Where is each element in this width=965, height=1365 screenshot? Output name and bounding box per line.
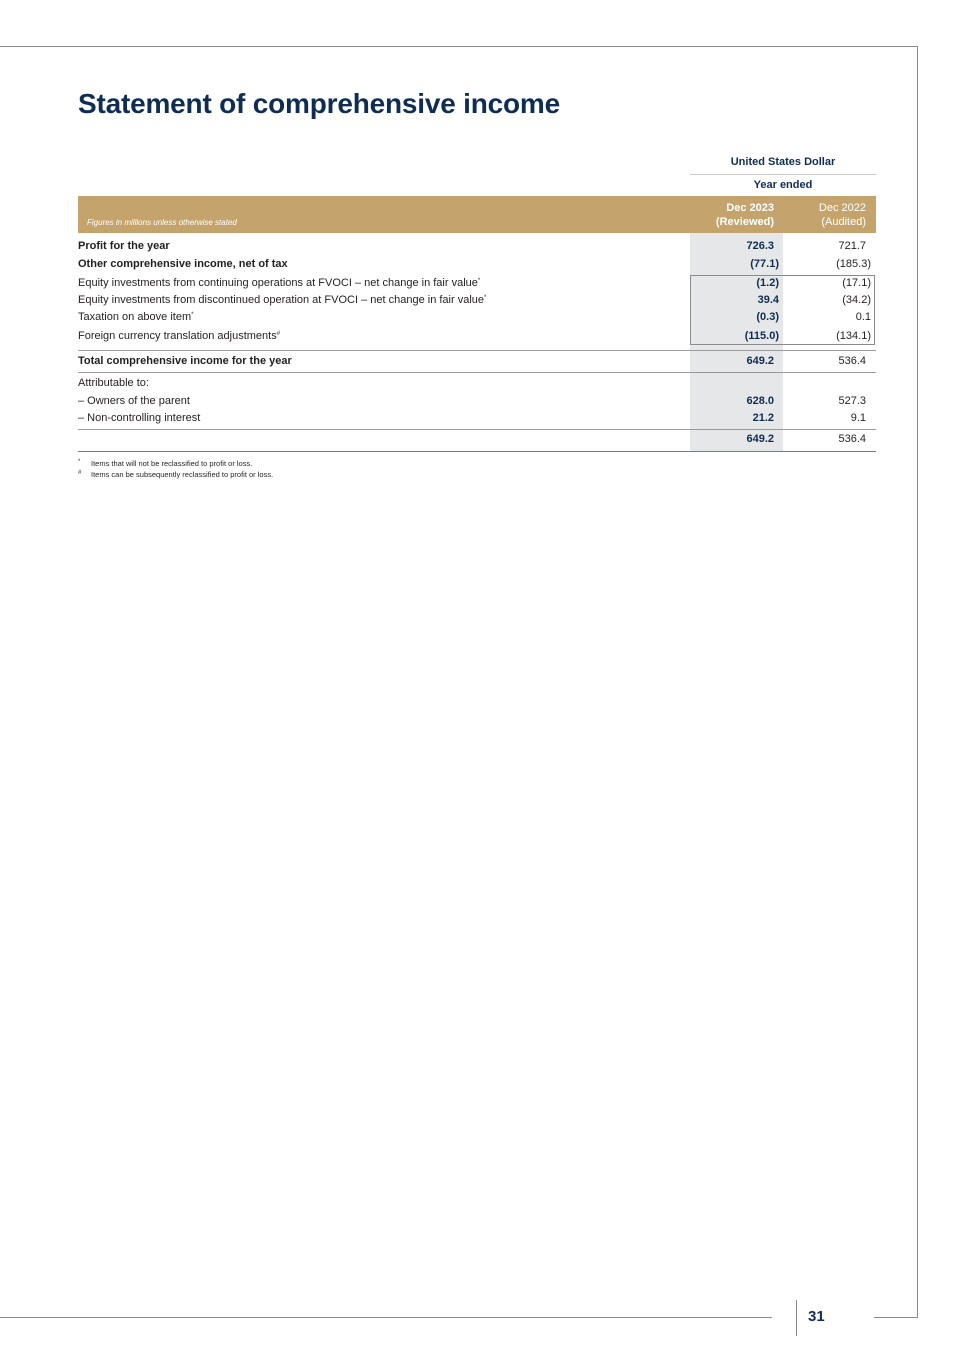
row-label: Other comprehensive income, net of tax	[78, 258, 288, 270]
row-value-current: (1.2)	[756, 277, 779, 289]
row-label: Equity investments from continuing operations at FVOCI – net change in fair value*	[78, 277, 481, 289]
row-value-prior: (134.1)	[836, 330, 871, 342]
table-rule	[78, 350, 876, 351]
page-title: Statement of comprehensive income	[78, 88, 560, 119]
table-row	[78, 292, 876, 309]
footnote	[78, 458, 273, 469]
row-value-prior: 527.3	[838, 395, 866, 407]
table-row	[78, 375, 876, 392]
row-value-current: 726.3	[746, 240, 774, 252]
row-value-prior: (34.2)	[842, 294, 871, 306]
footnote-marker: #	[78, 470, 82, 476]
row-value-current: 21.2	[752, 412, 774, 424]
row-value-prior: (185.3)	[836, 258, 871, 270]
currency-header: United States Dollar	[730, 156, 836, 168]
table-row	[78, 275, 876, 292]
row-label: Profit for the year	[78, 240, 170, 252]
column-header-prior-status: (Audited)	[821, 216, 866, 228]
row-value-current: 628.0	[746, 395, 774, 407]
table-row	[78, 256, 876, 273]
row-label: Equity investments from discontinued operation at FVOCI – net change in fair value*	[78, 294, 487, 306]
table-bottom-rule	[78, 451, 876, 452]
row-value-prior: (17.1)	[842, 277, 871, 289]
row-value-current: 649.2	[746, 433, 774, 445]
row-label: Total comprehensive income for the year	[78, 355, 292, 367]
footnote-marker: *	[78, 459, 81, 465]
column-header-current-status: (Reviewed)	[715, 216, 774, 228]
page-frame-bottom-left	[0, 1317, 772, 1318]
row-value-current: (115.0)	[744, 330, 779, 342]
table-rule	[78, 372, 876, 373]
column-header-band	[78, 196, 876, 233]
table-row	[78, 393, 876, 410]
row-value-current: 39.4	[757, 294, 779, 306]
column-header-current-date: Dec 2023	[726, 202, 774, 214]
table-row	[78, 410, 876, 427]
row-label-marker: *	[191, 312, 194, 318]
page-frame-right	[917, 46, 918, 1318]
row-label: – Owners of the parent	[78, 395, 190, 407]
footnote-text: Items that will not be reclassified to profit or loss.	[91, 459, 253, 468]
row-label: Taxation on above item*	[78, 311, 194, 323]
table-rule	[78, 429, 876, 430]
table-row	[78, 353, 876, 370]
row-label: Attributable to:	[78, 377, 149, 389]
column-header-prior-date: Dec 2022	[818, 202, 866, 214]
units-note: Figures in millions unless otherwise stated	[87, 218, 237, 227]
row-value-prior: 721.7	[838, 240, 866, 252]
table-row	[78, 238, 876, 255]
page-number-divider	[796, 1300, 797, 1336]
column-header-current	[690, 201, 774, 229]
row-label-marker: *	[484, 295, 487, 301]
row-value-prior: 0.1	[855, 311, 871, 323]
table-row-total	[78, 431, 876, 448]
page-frame-top	[0, 46, 918, 47]
row-value-prior: 536.4	[838, 433, 866, 445]
row-value-prior: 536.4	[838, 355, 866, 367]
table-row	[78, 309, 876, 326]
footnote	[78, 469, 273, 480]
row-label: – Non-controlling interest	[78, 412, 201, 424]
row-value-current: 649.2	[746, 355, 774, 367]
row-label-marker: #	[276, 331, 281, 337]
period-header: Year ended	[753, 179, 813, 191]
footnotes	[78, 458, 273, 480]
page-frame-bottom-right	[874, 1317, 918, 1318]
footnote-text: Items can be subsequently reclassified to profit or loss.	[91, 470, 274, 479]
row-value-current: (0.3)	[756, 311, 779, 323]
row-label-marker: *	[477, 278, 481, 284]
row-value-prior: 9.1	[850, 412, 866, 424]
page-number: 31	[808, 1308, 825, 1325]
table-row	[78, 328, 876, 345]
currency-header-rule	[690, 174, 876, 175]
row-value-current: (77.1)	[750, 258, 779, 270]
row-label: Foreign currency translation adjustments#	[78, 330, 281, 342]
column-header-prior	[784, 201, 866, 229]
